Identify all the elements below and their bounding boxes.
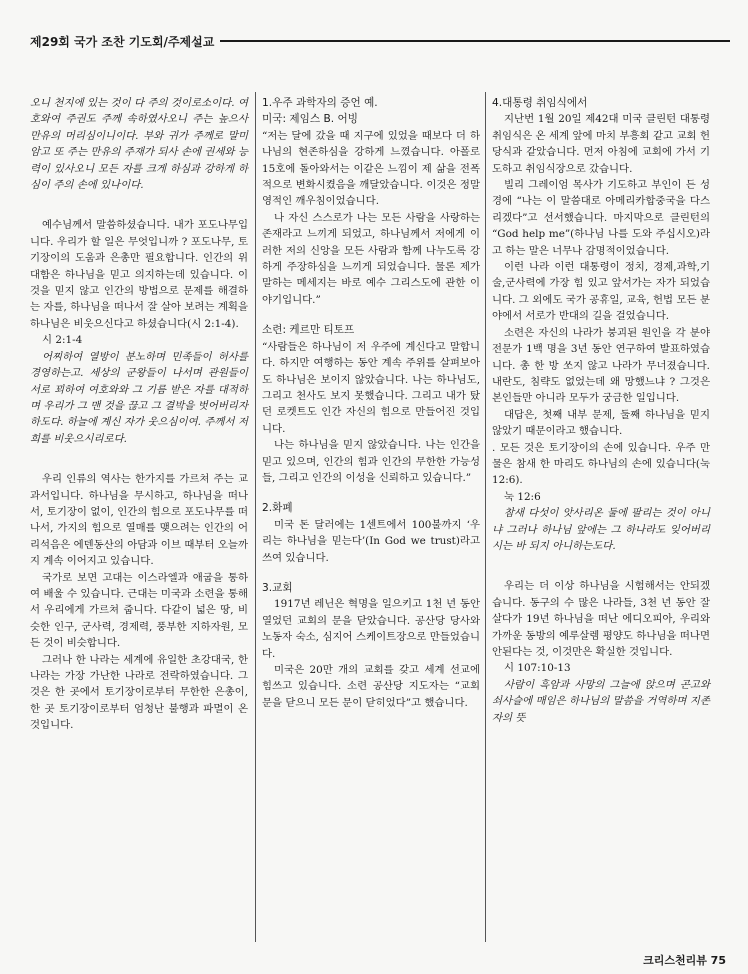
- paragraph: 미국은 20만 개의 교회를 갖고 세계 선교에 힘쓰고 있습니다. 소련 공산당 지도자는 “교회 문을 닫으니 모든 문이 닫히었다”고 했습니다.: [262, 664, 480, 709]
- paragraph: 이런 나라 이런 대통령이 정치, 경제,과학,기술,군사력에 가장 힘 있고 앞서가는 자가 되었습니다. 그 외에도 국가 공휴일, 교육, 헌법 모든 분야에서 서로가 반대의 길을 걸었습니다.: [492, 261, 710, 323]
- testimony-quote: 나 자신 스스로가 나는 모든 사람을 사랑하는 존재라고 느끼게 되었고, 하나님께서 저에게 이러한 저의 신앙을 모든 사람과 함께 나누도록 강하게 주장하심을 느끼게 되었습니다. 물론 제가 말하는 메세지는 바로 예수 그리스도에 관한 이야기입니다.”: [262, 211, 480, 306]
- paragraph: 우리는 더 이상 하나님을 시험해서는 안되겠습니다. 동구의 수 많은 나라들, 3천 년 동안 잘 살다가 19년 하나님을 떠난 에디오피아, 우리와 가까운 동방의 예루살렘 평양도 하나님을 떠나면 안된다는 것, 이것만은 확실한 것입니다.: [492, 580, 710, 658]
- scripture-reference: 시 2:1-4: [42, 334, 83, 347]
- header-title: 제29회 국가 조찬 기도회/주제설교: [30, 34, 215, 49]
- paragraph: 소련은 자신의 나라가 붕괴된 원인을 각 분야 전문가 1백 명을 3년 동안 연구하여 발표하였습니다. 총 한 방 쏘지 않고 나라가 무너졌습니다. 내란도, 침략도 없었는데 왜 망했느냐 ? 그것은 본인들만 아니라 모두가 궁금한 일입니다.: [492, 326, 710, 405]
- paragraph: 국가로 보면 고대는 이스라엘과 애굽을 통하여 배울 수 있습니다. 근대는 미국과 소련을 통해서 우리에게 가르쳐 줍니다. 다같이 넓은 땅, 비슷한 인구, 군사력, 경제력, 풍부한 지하자원, 모든 것이 비슷합니다.: [30, 571, 248, 650]
- scripture-reference: 눅 12:6: [504, 490, 541, 503]
- column-2: [262, 95, 480, 711]
- section-subheading: 미국: 제임스 B. 어빙: [262, 113, 358, 126]
- section-heading: 4.대통령 취임식에서: [492, 97, 588, 109]
- paragraph: . 모든 것은 토기장이의 손에 있습니다. 우주 만물은 참새 한 마리도 하나님의 손에 있습니다(눅 12:6).: [492, 441, 710, 487]
- paragraph: 대답은, 첫째 내부 문제, 둘째 하나님을 믿지 않았기 때문이라고 했습니다.: [492, 408, 710, 438]
- paragraph: 예수님께서 말씀하셨습니다. 내가 포도나무입니다. 우리가 할 일은 무엇입니까 ? 포도나무, 토기장이의 도움과 은총만 필요합니다. 인간의 위대함은 하나님을 믿고 의지하는데 있습니다. 이것을 믿지 않고 인간의 방법으로 문제를 해결하는 자를, 하나님을 떠나서 잘 살아 보려는 계획을 하나님은 비웃으신다고 하셨습니다(시 2:1-4).: [30, 219, 248, 330]
- scripture-quote: 어찌하여 열방이 분노하며 민족들이 허사를 경영하는고. 세상의 군왕들이 나서며 관원들이 서로 꾀하여 여호와와 그 기름 받은 자를 대적하며 우리가 그 맨 것을 끊고 그 결박을 벗어버리자 하도다. 하늘에 계신 자가 웃으심이여. 주께서 저희를 비웃으시리로다.: [30, 350, 248, 445]
- paragraph: 빌리 그레이엄 목사가 기도하고 부인이 든 성경에 “나는 이 말씀대로 아메리카합중국을 다스리겠다”고 선서했습니다. 마지막으로 클린턴의 “God help me”(하나님 나를 도와 주십시오)라고 하는 말은 너무나 감명적이었습니다.: [492, 179, 710, 257]
- scripture-quote: 사람이 흑암과 사망의 그늘에 앉으며 곤고와 쇠사슬에 매임은 하나님의 말씀을 거역하며 지존자의 뜻: [492, 678, 710, 724]
- paragraph: 우리 인류의 역사는 한가지를 가르쳐 주는 교과서입니다. 하나님을 무시하고, 하나님을 떠나서, 토기장이 없이, 인간의 힘으로 포도나무를 떠나서, 가지의 힘으로 열매를 맺으려는 인간의 어리석음은 에덴동산의 아담과 이브 때부터 오늘까지 계속 이어지고 있습니다.: [30, 473, 248, 568]
- scripture-quote: 참새 다섯이 앗사리온 둘에 팔리는 것이 아니냐 그러나 하나님 앞에는 그 하나라도 잊어버리시는 바 되지 아니하는도다.: [492, 507, 710, 552]
- page-footer: 크리스천리뷰 75: [643, 954, 726, 967]
- section-heading: 3.교회: [262, 581, 293, 594]
- column-1: [30, 95, 248, 734]
- column-divider: [255, 92, 256, 942]
- testimony-quote: “사람들은 하나님이 저 우주에 계신다고 말합니다. 하지만 여행하는 동안 계속 주위를 살펴보아도 하나님은 보이지 않았습니다. 나는 하나님도, 그리고 천사도 보지 못했습니다. 그리고 내가 탔던 로켓트도 인간 자신의 힘으로 만들어진 것입니다.: [262, 340, 480, 435]
- paragraph: 1917년 레닌은 혁명을 일으키고 1천 년 동안 열었던 교회의 문을 닫았습니다. 공산당 당사와 노동자 숙소, 심지어 스케이트장으로 만들었습니다.: [262, 598, 480, 660]
- testimony-quote: “저는 달에 갔을 때 지구에 있었을 때보다 더 하나님의 현존하심을 강하게 느꼈습니다. 아폴로 15호에 돌아와서는 이같은 느낌이 제 삶을 전폭적으로 변화시켰음을 깨달았습니다. 이것은 정말 영적인 깨우침이었습니다.: [262, 129, 480, 208]
- section-subheading: 소련: 케르만 티토프: [262, 324, 355, 337]
- section-heading: 1.우주 과학자의 증언 예.: [262, 97, 378, 109]
- page-header: [30, 30, 730, 52]
- testimony-quote: 나는 하나님을 믿지 않았습니다. 나는 인간을 믿고 있으며, 인간의 힘과 인간의 무한한 가능성들, 그리고 인간의 이성을 신뢰하고 있습니다.”: [262, 439, 480, 484]
- section-heading: 2.화폐: [262, 502, 293, 515]
- column-3: [492, 95, 710, 726]
- header-rule: [220, 40, 730, 42]
- scripture-quote: 오니 천지에 있는 것이 다 주의 것이로소이다. 여호와여 주권도 주께 속하였사오니 주는 높으사 만유의 머리심이니이다. 부와 귀가 주께로 말미암고 또 주는 만유의 주재가 되사 손에 권세와 능력이 있사오니 모든 자를 크게 하심과 강하게 하심이 주의 손에 있나이다.: [30, 97, 248, 192]
- scripture-reference: 시 107:10-13: [504, 662, 571, 675]
- paragraph: 미국 돈 달러에는 1센트에서 100불까지 ‘우리는 하나님을 믿는다’(In God we trust)라고 쓰여 있습니다.: [262, 518, 480, 564]
- paragraph: 그러나 한 나라는 세계에 유일한 초강대국, 한 나라는 가장 가난한 나라로 전락하였습니다. 그것은 한 곳에서 토기장이로부터 무한한 은총이, 한 곳 토기장이로부터 엄청난 불행과 파멸이 온 것입니다.: [30, 653, 248, 732]
- column-divider: [485, 92, 486, 942]
- paragraph: 지난번 1월 20일 제42대 미국 클린턴 대통령 취임식은 온 세계 앞에 마치 부흥회 같고 교회 헌당식과 같았습니다. 먼저 아침에 교회에 가서 기도하고 취임식장으로 갔습니다.: [492, 113, 710, 175]
